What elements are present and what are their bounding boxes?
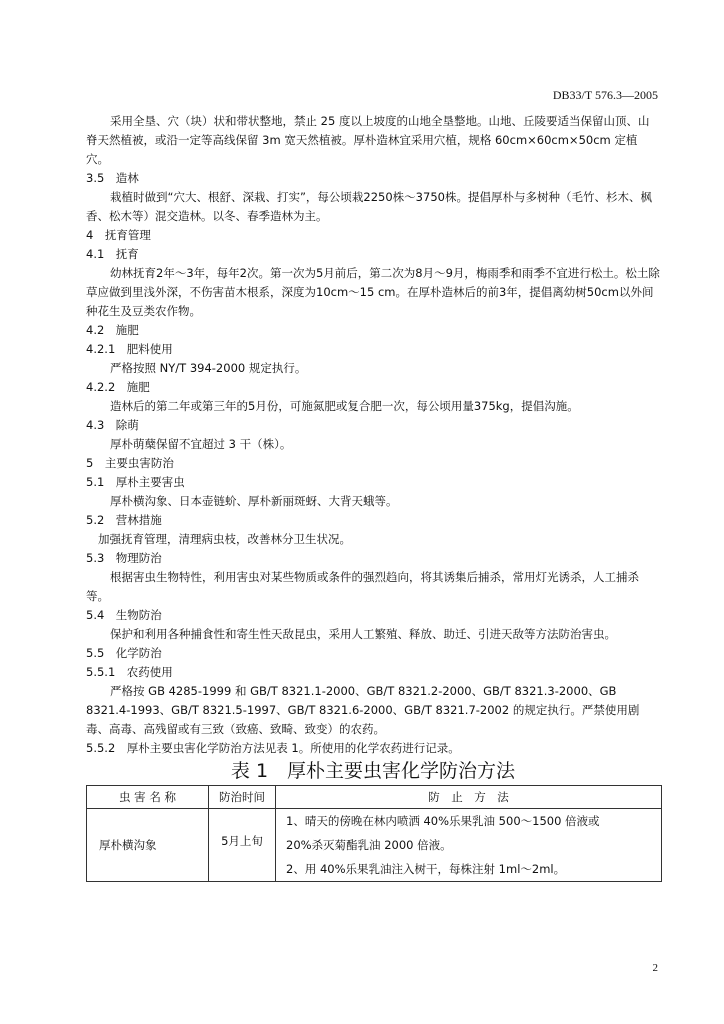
- section-5-4-heading: 5.4 生物防治: [86, 608, 162, 622]
- section-4-1-heading: 4.1 抚育: [86, 247, 139, 261]
- method-line: 1、晴天的傍晚在林内喷洒 40%乐果乳油 500～1500 倍液或: [286, 814, 600, 828]
- paragraph-pesticide-use: 严格按 GB 4285-1999 和 GB/T 8321.1-2000、GB/T 8321.2-2000、GB/T 8321.3-2000、GB 8321.4-1993、GB/T 8321.5-1997、GB/T 8321.6-2000、GB/T 8321.7-2002 的规定执行。严禁使用剧毒、高毒、高残留或有三致（致癌、致畸、致变）的农药。: [86, 684, 640, 736]
- column-header-method: 防 止 方 法: [276, 786, 662, 809]
- cell-control-time: 5月上旬: [209, 809, 276, 882]
- method-line: 2、用 40%乐果乳油注入树干，每株注射 1ml～2ml。: [286, 862, 566, 876]
- section-4-3-heading: 4.3 除萌: [86, 418, 139, 432]
- paragraph-fertilizer-use: 严格按照 NY/T 394-2000 规定执行。: [110, 361, 307, 375]
- paragraph-site-preparation: 采用全垦、穴（块）状和带状整地，禁止 25 度以上坡度的山地全垦整地。山地、丘陵要适当保留山顶、山脊天然植被，或沿一定等高线保留 3m 宽天然植被。厚朴造林宜采用穴植，规格 60cm×60cm×50cm 定植穴。: [86, 114, 650, 166]
- standard-code: DB33/T 576.3—2005: [552, 88, 658, 102]
- column-header-pest: 虫 害 名 称: [87, 786, 209, 809]
- section-5-1-heading: 5.1 厚朴主要害虫: [86, 475, 185, 489]
- document-body: [86, 112, 660, 882]
- paragraph-main-pests: 厚朴横沟象、日本壶链蚧、厚朴新丽斑蚜、大背天蛾等。: [110, 494, 398, 508]
- paragraph-forest-measures: 加强抚育管理，清理病虫枝，改善林分卫生状况。: [98, 532, 351, 546]
- paragraph-tending: 幼林抚育2年～3年，每年2次。第一次为5月前后，第二次为8月～9月，梅雨季和雨季不宜进行松土。松土除草应做到里浅外深，不伤害苗木根系，深度为10cm～15 cm。在厚朴造林后的前3年，提倡离幼树50cm以外间种花生及豆类农作物。: [86, 266, 660, 318]
- paragraph-sprout-removal: 厚朴萌蘖保留不宜超过 3 干（株）。: [110, 437, 292, 451]
- section-5-5-heading: 5.5 化学防治: [86, 646, 162, 660]
- paragraph-afforestation: 栽植时做到“穴大、根舒、深栽、打实”，每公顷栽2250株～3750株。提倡厚朴与多树种（毛竹、杉木、枫香、松木等）混交造林。以冬、春季造林为主。: [86, 190, 652, 223]
- section-3-5-heading: 3.5 造林: [86, 171, 139, 185]
- section-5-heading: 5 主要虫害防治: [86, 456, 174, 470]
- section-4-2-1-heading: 4.2.1 肥料使用: [86, 342, 173, 356]
- section-4-2-2-heading: 4.2.2 施肥: [86, 380, 150, 394]
- chemical-control-table: [86, 785, 662, 882]
- page-number: 2: [652, 962, 658, 974]
- paragraph-physical-control: 根据害虫生物特性，利用害虫对某些物质或条件的强烈趋向，将其诱集后捕杀，常用灯光诱杀，人工捕杀等。: [86, 570, 639, 603]
- column-header-time: 防治时间: [209, 786, 276, 809]
- section-5-5-2-heading: 5.5.2 厚朴主要虫害化学防治方法见表 1。所使用的化学农药进行记录。: [86, 741, 460, 755]
- table-row: [87, 809, 662, 882]
- cell-control-method: [276, 809, 662, 882]
- section-5-2-heading: 5.2 营林措施: [86, 513, 162, 527]
- paragraph-fertilizing: 造林后的第二年或第三年的5月份，可施氮肥或复合肥一次，每公顷用量375kg，提倡沟施。: [110, 399, 579, 413]
- section-4-2-heading: 4.2 施肥: [86, 323, 139, 337]
- section-5-5-1-heading: 5.5.1 农药使用: [86, 665, 173, 679]
- table-header-row: [87, 786, 662, 809]
- paragraph-biological-control: 保护和利用各种捕食性和寄生性天敌昆虫，采用人工繁殖、释放、助迁、引进天敌等方法防治害虫。: [110, 627, 616, 641]
- section-4-heading: 4 抚育管理: [86, 228, 151, 242]
- method-line: 20%杀灭菊酯乳油 2000 倍液。: [286, 838, 452, 852]
- table-title: 表 1 厚朴主要虫害化学防治方法: [230, 760, 516, 782]
- cell-pest-name: 厚朴横沟象: [87, 809, 209, 882]
- section-5-3-heading: 5.3 物理防治: [86, 551, 162, 565]
